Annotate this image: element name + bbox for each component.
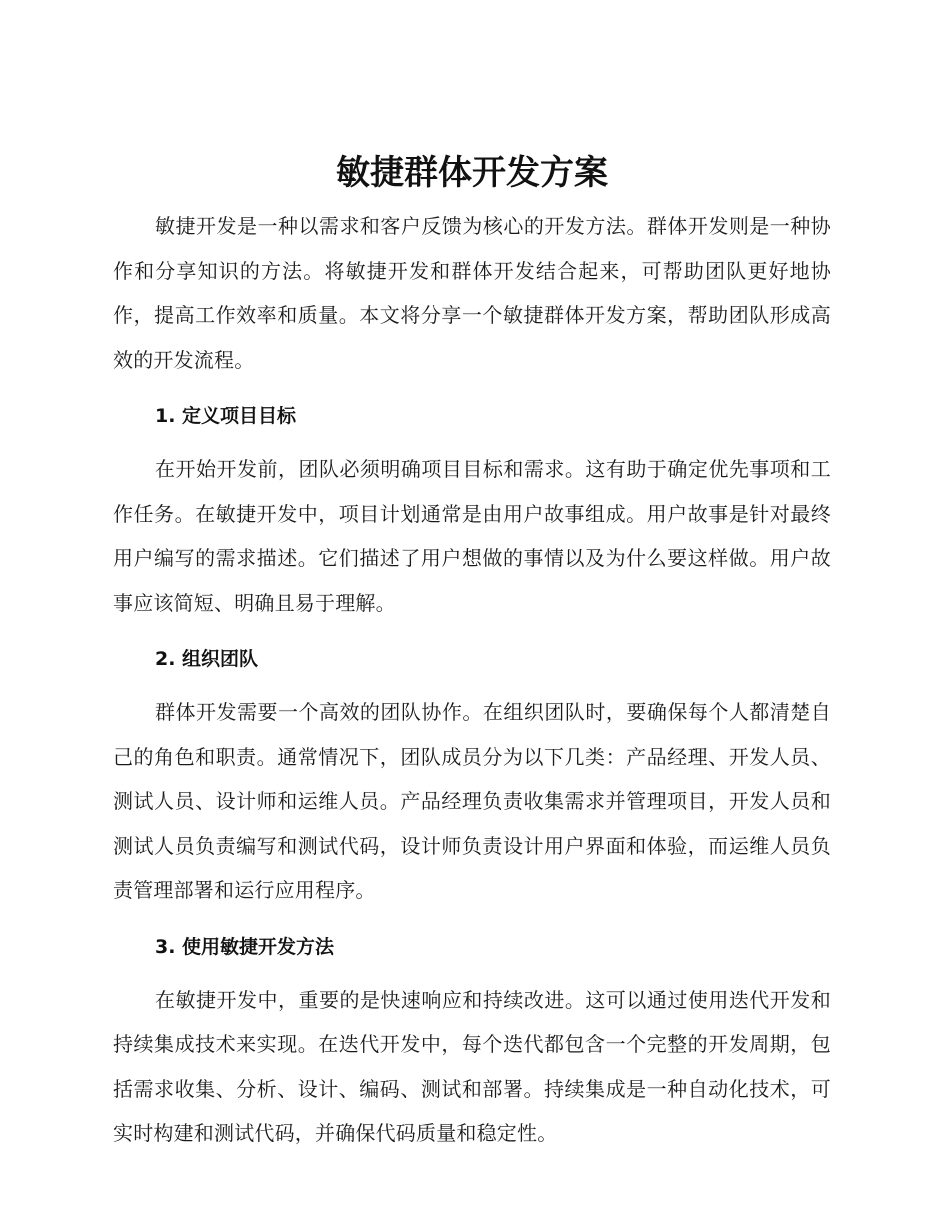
section-body-3: 在敏捷开发中，重要的是快速响应和持续改进。这可以通过使用迭代开发和持续集成技术来实现。在迭代开发中，每个迭代都包含一个完整的开发周期，包括需求收集、分析、设计、编码、测试和部署。持续集成是一种自动化技术，可实时构建和测试代码，并确保代码质量和稳定性。 — [113, 987, 831, 1145]
document-page — [113, 150, 831, 1156]
section-heading-3: 3. 使用敏捷开发方法 — [155, 935, 335, 958]
intro-paragraph: 敏捷开发是一种以需求和客户反馈为核心的开发方法。群体开发则是一种协作和分享知识的方法。将敏捷开发和群体开发结合起来，可帮助团队更好地协作，提高工作效率和质量。本文将分享一个敏捷群体开发方案，帮助团队形成高效的开发流程。 — [113, 214, 831, 372]
section-heading-1: 1. 定义项目目标 — [155, 405, 297, 427]
section-heading-2: 2. 组织团队 — [155, 648, 259, 670]
document-title: 敏捷群体开发方案 — [336, 153, 608, 193]
section-body-1: 在开始开发前，团队必须明确项目目标和需求。这有助于确定优先事项和工作任务。在敏捷开发中，项目计划通常是由用户故事组成。用户故事是针对最终用户编写的需求描述。它们描述了用户想做的事情以及为什么要这样做。用户故事应该简短、明确且易于理解。 — [113, 457, 831, 615]
section-body-2: 群体开发需要一个高效的团队协作。在组织团队时，要确保每个人都清楚自己的角色和职责。通常情况下，团队成员分为以下几类：产品经理、开发人员、测试人员、设计师和运维人员。产品经理负责收集需求并管理项目，开发人员和测试人员负责编写和测试代码，设计师负责设计用户界面和体验，而运维人员负责管理部署和运行应用程序。 — [113, 700, 831, 902]
